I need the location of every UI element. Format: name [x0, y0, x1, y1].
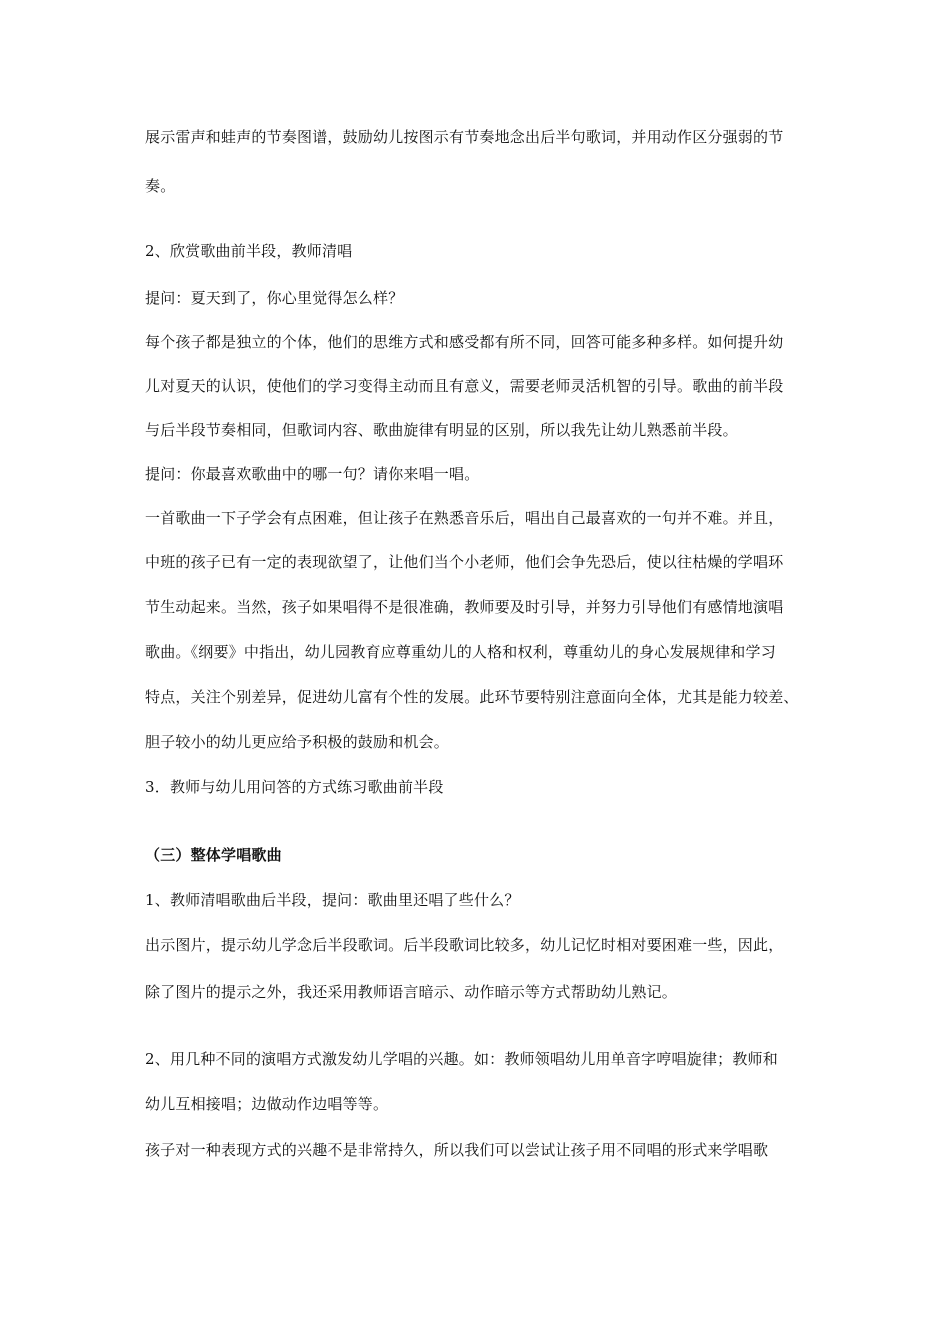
question-line: 提问：夏天到了，你心里觉得怎么样？: [145, 289, 404, 307]
paragraph-line: 一首歌曲一下子学会有点困难，但让孩子在熟悉音乐后，唱出自己最喜欢的一句并不难。并且，: [145, 509, 784, 527]
section-heading: （三）整体学唱歌曲: [145, 846, 282, 864]
question-line: 提问：你最喜欢歌曲中的哪一句？请你来唱一唱。: [145, 465, 480, 483]
paragraph-line: 歌曲。《纲要》中指出，幼儿园教育应尊重幼儿的人格和权利，尊重幼儿的身心发展规律和学习: [145, 643, 776, 661]
paragraph-line: 展示雷声和蛙声的节奏图谱，鼓励幼儿按图示有节奏地念出后半句歌词，并用动作区分强弱的节: [145, 128, 784, 146]
paragraph-line: 孩子对一种表现方式的兴趣不是非常持久，所以我们可以尝试让孩子用不同唱的形式来学唱歌: [145, 1141, 769, 1159]
paragraph-line: 儿对夏天的认识，使他们的学习变得主动而且有意义，需要老师灵活机智的引导。歌曲的前半段: [145, 377, 784, 395]
paragraph-line: 奏。: [145, 177, 176, 195]
paragraph-line: 与后半段节奏相同，但歌词内容、歌曲旋律有明显的区别，所以我先让幼儿熟悉前半段。: [145, 421, 738, 439]
paragraph-line: 节生动起来。当然，孩子如果唱得不是很准确，教师要及时引导，并努力引导他们有感情地演唱: [145, 598, 784, 616]
section-line: 1、教师清唱歌曲后半段，提问：歌曲里还唱了些什么？: [145, 891, 520, 909]
section-line: 3．教师与幼儿用问答的方式练习歌曲前半段: [145, 778, 444, 796]
paragraph-line: 除了图片的提示之外，我还采用教师语言暗示、动作暗示等方式帮助幼儿熟记。: [145, 983, 678, 1001]
paragraph-line: 每个孩子都是独立的个体，他们的思维方式和感受都有所不同，回答可能多种多样。如何提升幼: [145, 333, 784, 351]
section-line: 2、用几种不同的演唱方式激发幼儿学唱的兴趣。如：教师领唱幼儿用单音字哼唱旋律；教师和: [145, 1050, 778, 1068]
paragraph-line: 中班的孩子已有一定的表现欲望了，让他们当个小老师，他们会争先恐后，使以往枯燥的学唱环: [145, 553, 784, 571]
paragraph-line: 幼儿互相接唱；边做动作边唱等等。: [145, 1095, 389, 1113]
paragraph-line: 出示图片，提示幼儿学念后半段歌词。后半段歌词比较多，幼儿记忆时相对要困难一些，因此，: [145, 936, 784, 954]
paragraph-line: 胆子较小的幼儿更应给予积极的鼓励和机会。: [145, 733, 450, 751]
paragraph-line: 特点，关注个别差异，促进幼儿富有个性的发展。此环节要特别注意面向全体，尤其是能力较差、: [145, 688, 799, 706]
section-line: 2、欣赏歌曲前半段，教师清唱: [145, 242, 353, 260]
